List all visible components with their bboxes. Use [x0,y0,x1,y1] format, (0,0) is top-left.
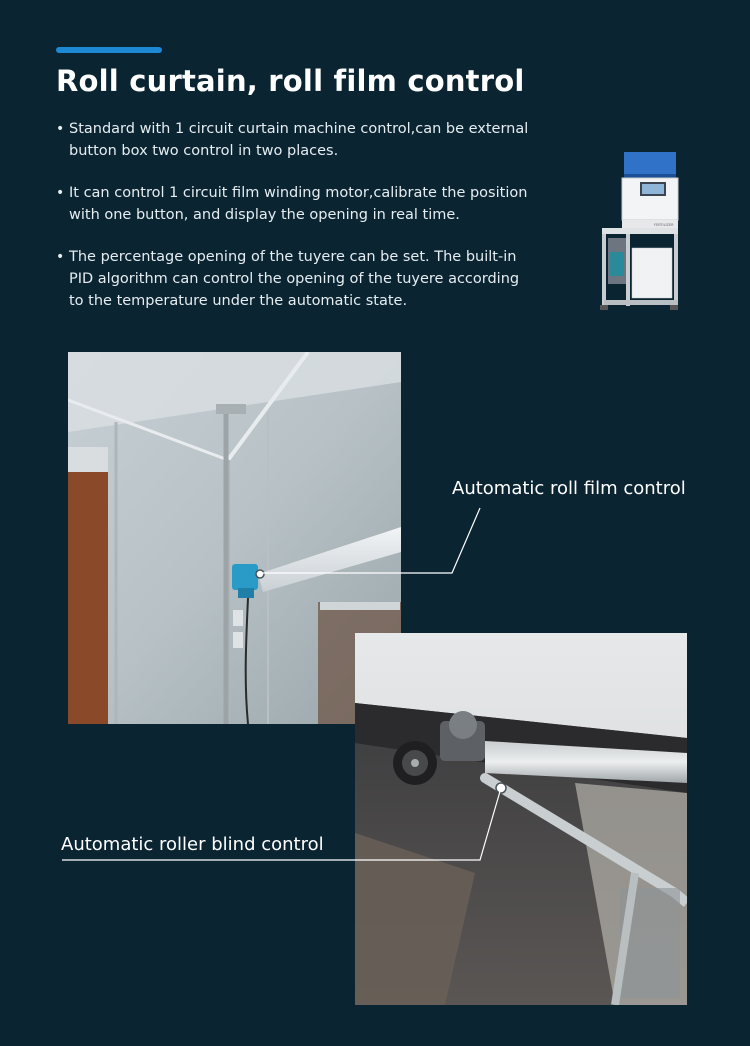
control-cabinet-image [596,152,680,312]
roller-blind-callout: Automatic roller blind control [61,834,324,855]
roll-film-photo [68,352,401,724]
title-accent-bar [56,47,162,53]
device-brand: FERTILIZER [654,223,674,227]
feature-text: Standard with 1 circuit curtain machine control,can be external button box two control in two places. [69,121,529,159]
feature-item [56,182,536,226]
feature-item [56,246,536,312]
roller-blind-photo [355,633,687,1005]
bullet-icon: • [56,121,65,137]
feature-text: It can control 1 circuit film winding motor,calibrate the position with one button, and display the opening in real time. [69,185,528,223]
bullet-icon: • [56,185,65,201]
feature-text: The percentage opening of the tuyere can be set. The built-in PID algorithm can control the opening of the tuyere according to the temperature under the automatic state. [69,249,520,309]
roll-film-callout: Automatic roll film control [452,478,686,499]
feature-list [56,118,536,332]
bullet-icon: • [56,249,65,265]
feature-item [56,118,536,162]
page-title: Roll curtain, roll film control [56,64,525,98]
